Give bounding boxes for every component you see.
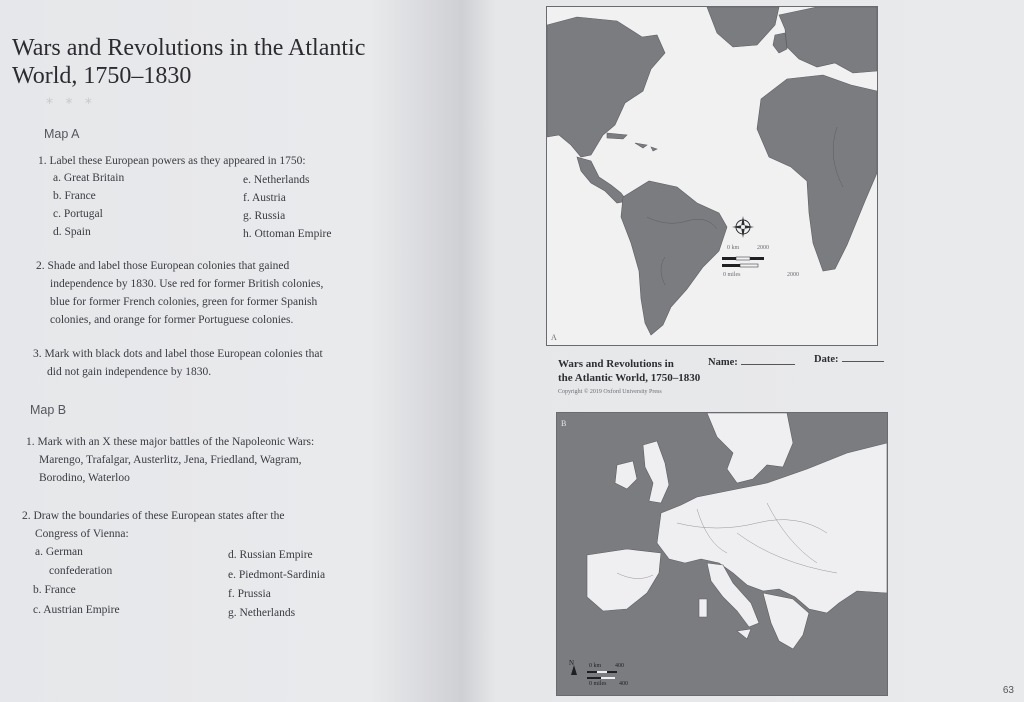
scale-km-label: 0 km <box>727 245 740 251</box>
list-item: d. Russian Empire <box>228 549 313 561</box>
sicily-shape <box>737 629 751 639</box>
question-a2-line: blue for former French colonies, green for former Spanish <box>50 296 318 308</box>
compass-rose-icon <box>732 216 754 238</box>
list-item: g. Russia <box>243 210 286 222</box>
scale-bar-a <box>722 257 764 267</box>
scale-b-km-end: 400 <box>615 663 624 669</box>
list-item: h. Ottoman Empire <box>243 228 332 240</box>
date-label: Date: <box>814 354 839 365</box>
central-america-shape <box>577 157 627 203</box>
title-line-1: Wars and Revolutions in the Atlantic <box>12 35 366 61</box>
caption-line-1: Wars and Revolutions in <box>558 358 674 370</box>
list-item: b. France <box>53 190 96 202</box>
map-b-letter: B <box>561 419 567 428</box>
question-a3: 3. Mark with black dots and label those European colonies that <box>33 348 323 360</box>
question-a1: 1. Label these European powers as they appeared in 1750: <box>38 155 306 167</box>
list-item: e. Netherlands <box>243 174 310 186</box>
list-item: confederation <box>49 565 113 577</box>
right-page <box>462 0 1024 702</box>
date-blank[interactable] <box>842 353 884 362</box>
map-caption <box>558 357 700 385</box>
atlantic-map-graphic <box>547 7 877 345</box>
question-a2: 2. Shade and label those European colonies that gained <box>36 260 290 272</box>
question-b1: 1. Mark with an X these major battles of the Napoleonic Wars: <box>26 436 315 448</box>
list-item: b. France <box>33 584 76 596</box>
date-field[interactable] <box>814 353 884 365</box>
scale-miles-end: 2000 <box>787 272 799 278</box>
question-a2-line: independence by 1830. Use red for former British colonies, <box>50 278 324 290</box>
scale-bar-b <box>587 671 617 679</box>
question-b1-line: Marengo, Trafalgar, Austerlitz, Jena, Friedland, Wagram, <box>39 454 302 466</box>
south-america-shape <box>621 181 727 335</box>
africa-shape <box>757 75 877 271</box>
caption-line-2: the Atlantic World, 1750–1830 <box>558 372 701 384</box>
question-a3-line: did not gain independence by 1830. <box>47 366 212 378</box>
list-item: e. Piedmont-Sardinia <box>228 569 326 581</box>
scale-b-km-label: 0 km <box>589 663 602 669</box>
ireland-shape <box>615 461 637 489</box>
left-page <box>0 0 462 702</box>
north-label: N <box>569 659 575 667</box>
europe-map-graphic <box>557 413 887 695</box>
scale-b-miles-label: 0 miles <box>589 681 607 687</box>
greenland-shape <box>707 7 779 47</box>
question-a2-line: colonies, and orange for former Portuguese colonies. <box>50 314 294 326</box>
page-title <box>12 34 432 90</box>
copyright-text: Copyright © 2019 Oxford University Press <box>558 389 662 395</box>
name-blank[interactable] <box>741 356 795 365</box>
britain-shape <box>773 33 787 53</box>
ornament: * * * <box>46 96 96 112</box>
caribbean-islands-shape <box>607 133 657 151</box>
list-item: c. Austrian Empire <box>33 604 120 616</box>
list-item: c. Portugal <box>53 208 103 220</box>
question-b2-line: Congress of Vienna: <box>35 528 129 540</box>
scale-b-miles-end: 400 <box>619 681 628 687</box>
list-item: d. Spain <box>53 226 91 238</box>
title-line-2: World, 1750–1830 <box>12 63 192 89</box>
map-a <box>546 6 878 346</box>
list-item: a. German <box>35 546 83 558</box>
europe-shape <box>779 7 877 73</box>
iberia-shape <box>587 549 661 611</box>
list-item: g. Netherlands <box>228 607 296 619</box>
scale-miles-label: 0 miles <box>723 272 741 278</box>
continent-shape <box>657 443 887 613</box>
map-a-heading: Map A <box>44 127 80 141</box>
scale-km-end: 2000 <box>757 245 769 251</box>
map-a-letter: A <box>551 333 557 342</box>
question-b2: 2. Draw the boundaries of these European states after the <box>22 510 285 522</box>
page-number: 63 <box>1002 685 1014 696</box>
map-b <box>556 412 888 696</box>
question-b1-line: Borodino, Waterloo <box>39 472 130 484</box>
britain-shape <box>643 441 669 503</box>
map-b-heading: Map B <box>30 403 67 417</box>
list-item: a. Great Britain <box>53 172 125 184</box>
north-america-shape <box>547 17 665 157</box>
sardinia-shape <box>699 599 707 617</box>
scandinavia-shape <box>707 413 793 483</box>
list-item: f. Prussia <box>228 588 271 600</box>
name-label: Name: <box>708 357 738 368</box>
name-field[interactable] <box>708 356 795 368</box>
list-item: f. Austria <box>243 192 286 204</box>
